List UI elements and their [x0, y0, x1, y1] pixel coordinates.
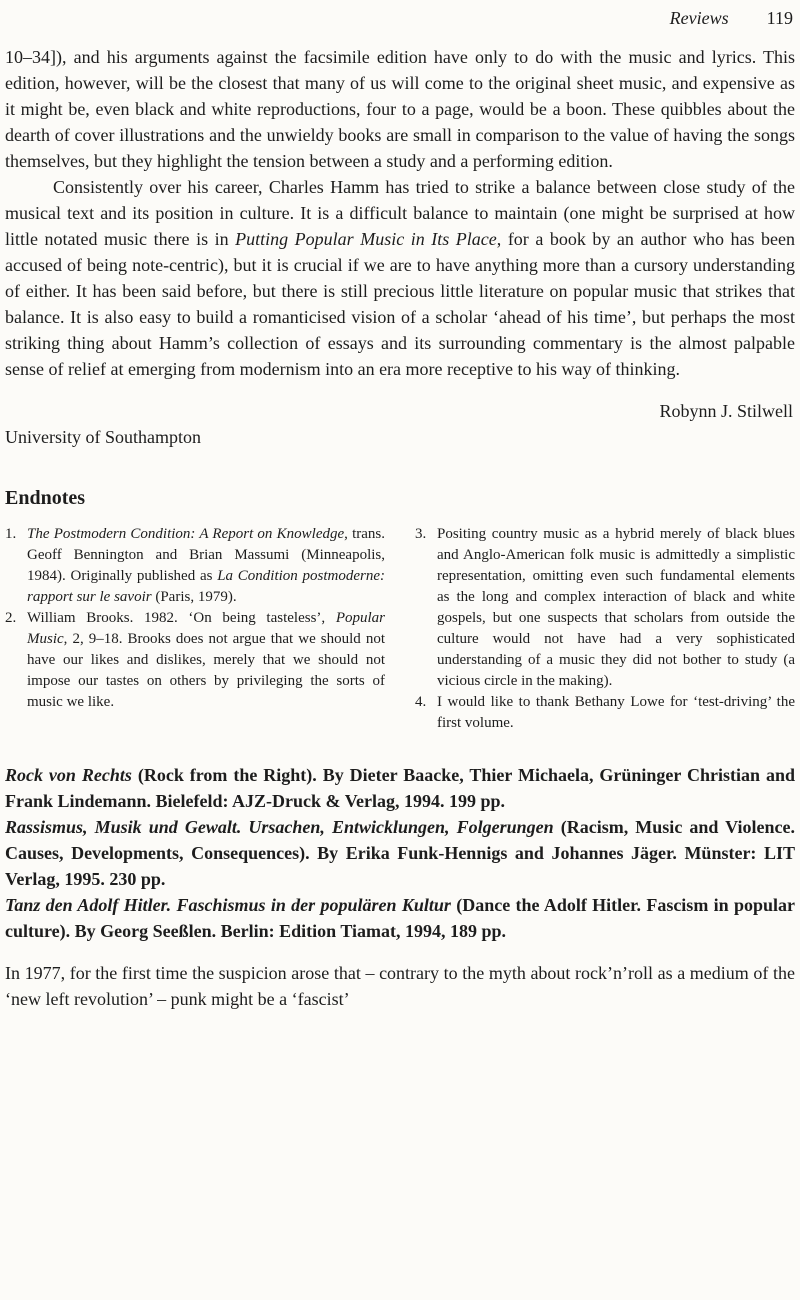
endnote-number: 3.: [415, 526, 427, 542]
book-title-italic: La Condition postmoderne: rapport sur le savoir: [27, 568, 385, 605]
endnote-3: [415, 524, 795, 692]
reviewer-affiliation: University of Southampton: [5, 427, 201, 447]
endnotes-right-column: [415, 524, 795, 734]
page-number: 119: [766, 8, 793, 28]
text-segment: Consistently over his career, Charles Hamm has tried to strike a balance between close study of the musical text and its position in culture. It is a difficult balance to maintain (one might be surprised at how little notated music there is in: [5, 177, 795, 249]
endnote-number: 2.: [5, 610, 17, 626]
endnotes-section: [5, 486, 795, 734]
text-segment: I would like to thank Bethany Lowe for ‘test-driving’ the first volume.: [437, 694, 795, 731]
review-paragraph-1: [5, 44, 795, 174]
endnote-number: 1.: [5, 526, 17, 542]
text-segment: (Paris, 1979).: [151, 589, 237, 605]
book-citation-3: [5, 892, 795, 944]
reviewed-books-citations: [5, 762, 795, 944]
endnote-1: [5, 524, 385, 608]
running-title: Reviews: [669, 8, 729, 28]
text-segment: In 1977, for the first time the suspicion arose that – contrary to the myth about rock’n’roll as a medium of the ‘new left revolution’ – punk might be a ‘fascist’: [5, 963, 795, 1009]
endnote-text: [437, 524, 795, 692]
journal-title-italic: Popular Music: [27, 610, 385, 647]
endnote-number: 4.: [415, 694, 427, 710]
endnote-4: [415, 692, 795, 734]
review-body: [5, 44, 795, 450]
book-title-italic: Rock von Rechts: [5, 765, 132, 785]
endnote-2: [5, 608, 385, 713]
text-segment: William Brooks. 1982. ‘On being tasteless’,: [27, 610, 336, 626]
book-title-italic: Rassismus, Musik und Gewalt. Ursachen, Entwicklungen, Folgerungen: [5, 817, 554, 837]
endnote-text: [437, 692, 795, 734]
page-header: [5, 6, 795, 30]
next-review-paragraph: [5, 960, 795, 1012]
text-segment: 10–34]), and his arguments against the facsimile edition have only to do with the music and lyrics. This edition, however, will be the closest that many of us will come to the original sheet music, and expensive as it might be, even black and white reproductions, four to a page, would be a boon. These quibbles about the dearth of cover illustrations and the unwieldy books are small in comparison to the value of having the songs themselves, but they highlight the tension between a study and a performing edition.: [5, 47, 795, 171]
book-title-italic: Tanz den Adolf Hitler. Faschismus in der populären Kultur: [5, 895, 451, 915]
review-paragraph-2: [5, 174, 795, 382]
endnote-text: [27, 608, 385, 713]
next-review-opening: [5, 960, 795, 1012]
text-segment: , for a book by an author who has been accused of being note-centric), but it is crucial if we are to have anything more than a cursory understanding of either. It has been said before, but there is still precious little literature on popular music that strikes that balance. It is also easy to build a romanticised vision of a scholar ‘ahead of his time’, but perhaps the most striking thing about Hamm’s collection of essays and its surrounding commentary is the almost palpable sense of relief at emerging from modernism into an era more receptive to his way of thinking.: [5, 229, 795, 379]
endnote-text: [27, 524, 385, 608]
citation-details: (Dance the Adolf Hitler. Fascism in popular culture). By Georg Seeßlen. Berlin: Edition Tiamat, 1994, 189 pp.: [5, 895, 795, 941]
book-citation-1: [5, 762, 795, 814]
text-segment: , 2, 9–18. Brooks does not argue that we should not have our likes and dislikes, merely that we should not impose our tastes on others by privileging the sorts of music we like.: [27, 631, 385, 710]
text-segment: , trans. Geoff Bennington and Brian Massumi (Minneapolis, 1984). Originally published as: [27, 526, 385, 584]
citation-details: (Rock from the Right). By Dieter Baacke, Thier Michaela, Grüninger Christian and Frank Lindemann. Bielefeld: AJZ-Druck & Verlag, 1994. 199 pp.: [5, 765, 796, 811]
book-title-italic: The Postmodern Condition: A Report on Knowledge: [27, 526, 345, 542]
endnotes-columns: [5, 524, 795, 734]
book-citation-2: [5, 814, 795, 892]
endnotes-left-column: [5, 524, 385, 734]
text-segment: Positing country music as a hybrid merely of black blues and Anglo-American folk music is admittedly a simplistic representation, omitting even such fundamental elements as the long and complex interaction of black and white gospels, but one suspects that scholars from outside the culture would not have had a very sophisticated understanding of a music they did not bother to study (a vicious circle in the making).: [437, 526, 795, 689]
reviewer-signature: Robynn J. Stilwell: [659, 401, 793, 421]
endnotes-heading: Endnotes: [5, 487, 86, 509]
citation-details: (Racism, Music and Violence. Causes, Developments, Consequences). By Erika Funk-Hennigs and Johannes Jäger. Münster: LIT Verlag, 1995. 230 pp.: [5, 817, 795, 889]
book-title-italic: Putting Popular Music in Its Place: [235, 229, 497, 249]
